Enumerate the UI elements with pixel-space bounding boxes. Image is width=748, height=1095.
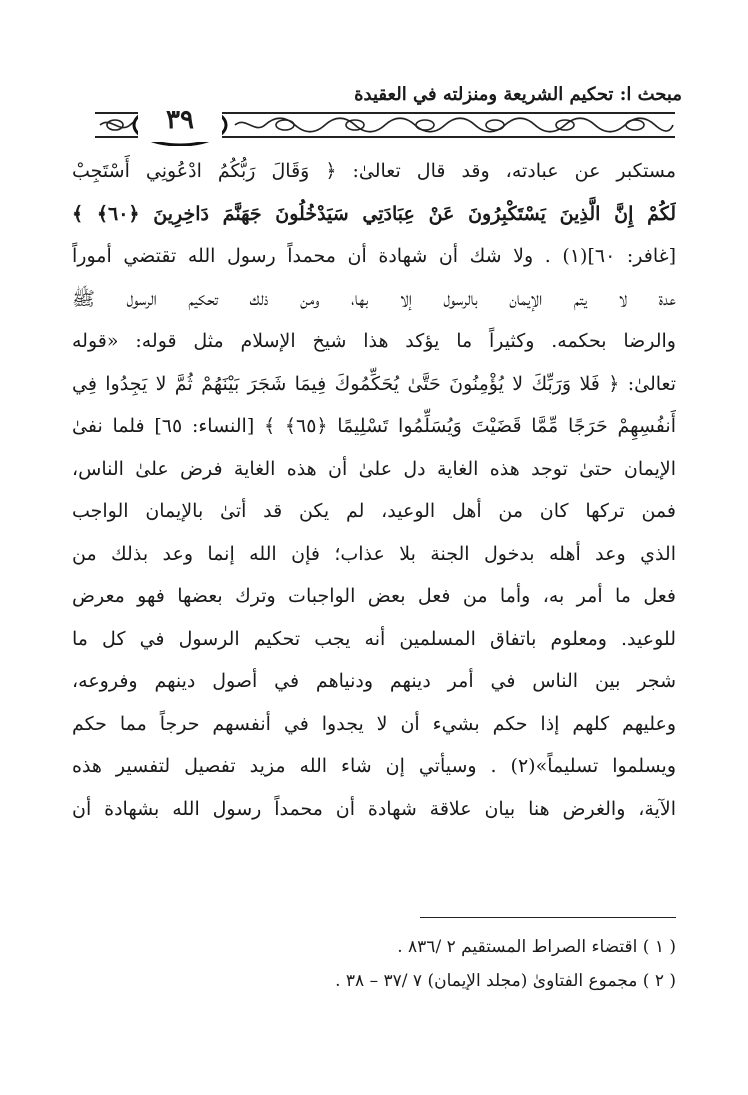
quran-verse-line: لَكُمْ إِنَّ الَّذِينَ يَسْتَكْبِرُونَ عَنْ عِبَادَتِي سَيَدْخُلُونَ جَهَنَّمَ دَاخِرِينَ ﴿٦٠﴾ ﴾ [72, 202, 676, 225]
footnotes [300, 930, 676, 998]
footnote-2: ( ٢ ) مجموع الفتاوىٰ (مجلد الإيمان) ٧ /٣٧ – ٣٨ . [335, 971, 676, 991]
text-line: الذي وعد أهله بدخول الجنة بلا عذاب؛ فإن الله إنما وعد بذلك من [72, 542, 676, 565]
text-line: ويسلموا تسليماً»(٢) . وسيأتي إن شاء الله مزيد تفصيل لتفسير هذه [72, 755, 676, 777]
footnote-separator [420, 917, 676, 918]
text-line: الإيمان حتىٰ توجد هذه الغاية دل علىٰ أن هذه الغاية فرض علىٰ الناس، [72, 457, 676, 480]
text-line: شجر بين الناس في أمر دينهم ودنياهم في أصول دينهم وفروعه، [72, 670, 676, 692]
text-line: تعالىٰ: ﴿ فَلا وَرَبِّكَ لا يُؤْمِنُونَ حَتَّىٰ يُحَكِّمُوكَ فِيمَا شَجَرَ بَيْنَهُمْ ثُمَّ لا يَجِدُوا فِي [72, 372, 676, 395]
page-number: ٣٩ [138, 98, 222, 142]
running-title: مبحث ا: تحكيم الشريعة ومنزلته في العقيدة [354, 84, 682, 105]
text-line: وعليهم كلهم إذا حكم بشيء أن لا يجدوا في أنفسهم حرجاً مما حكم [72, 712, 676, 735]
text-line: للوعيد. ومعلوم باتفاق المسلمين أنه يجب تحكيم الرسول في كل ما [72, 627, 676, 650]
text-line: فمن تركها كان من أهل الوعيد، لم يكن قد أتىٰ بالإيمان الواجب [72, 500, 676, 522]
text-line: والرضا بحكمه. وكثيراً ما يؤكد هذا شيخ الإسلام مثل قوله: «قوله [72, 330, 676, 352]
text-line: عدة لا يتم الإيمان بالرسول إلا بها، ومن ذلك تحكيم الرسول ﷺ [72, 287, 676, 310]
text-line: أَنفُسِهِمْ حَرَجًا مِّمَّا قَضَيْتَ وَيُسَلِّمُوا تَسْلِيمًا ﴿٦٥﴾ ﴾ [النساء: ٦٥] فلما نفىٰ [72, 415, 676, 437]
text-line: مستكبر عن عبادته، وقد قال تعالىٰ: ﴿ وَقَالَ رَبُّكُمُ ادْعُونِي أَسْتَجِبْ [72, 160, 676, 182]
footnote-1: ( ١ ) اقتضاء الصراط المستقيم ٢ /٨٣٦ . [397, 937, 676, 957]
body-text [72, 150, 676, 830]
text-line: [غافر: ٦٠](١) . ولا شك أن شهادة أن محمداً رسول الله تقتضي أموراً [72, 245, 676, 267]
text-line: الآية، والغرض هنا بيان علاقة شهادة أن محمداً رسول الله بشهادة أن [72, 797, 676, 820]
text-line: فعل ما أمر به، وأما من فعل بعض الواجبات وترك بعضها فهو معرض [72, 585, 676, 607]
